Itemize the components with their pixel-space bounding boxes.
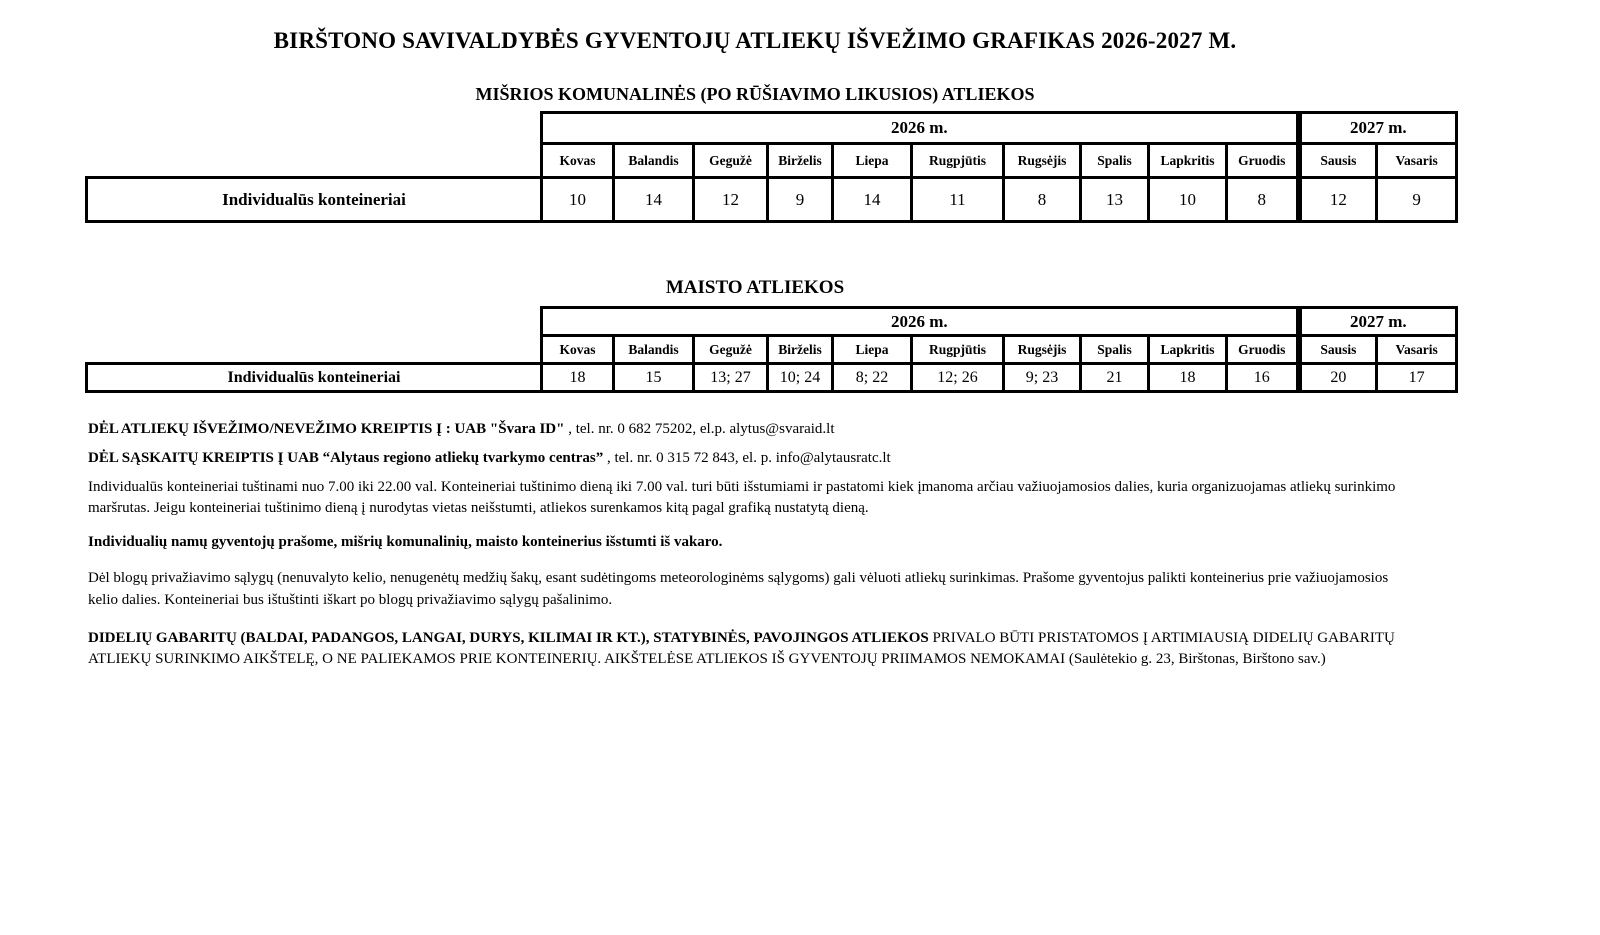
- year-header-2027: 2027 m.: [1299, 308, 1457, 336]
- bulky-waste-rest: PRIVALO BŪTI PRISTATOMOS Į ARTIMIAUSIĄ DIDELIŲ GABARITŲ ATLIEKŲ SURINKIMO AIKŠTELĘ, O NE PALIEKAMOS PRIE KONTEINERIŲ. AIKŠTELĖSE ATLIEKOS IŠ GYVENTOJŲ PRIIMAMOS NEMOKAMAI (Saulėtekio g. 23, Birštonas, Birštono sav.): [88, 630, 1395, 668]
- pickup-day-cell: 13; 27: [694, 364, 768, 392]
- month-header: Spalis: [1081, 144, 1149, 178]
- pickup-day-cell: 8: [1004, 178, 1081, 222]
- row-label-individual-containers: Individualūs konteineriai: [87, 364, 542, 392]
- month-header: Birželis: [768, 336, 833, 364]
- bulky-waste-bold: DIDELIŲ GABARITŲ (BALDAI, PADANGOS, LANGAI, DURYS, KILIMAI IR KT.), STATYBINĖS, PAVOJINGOS ATLIEKOS: [88, 630, 929, 647]
- pickup-day-cell: 14: [614, 178, 694, 222]
- pickup-day-cell: 10: [1149, 178, 1227, 222]
- month-header: Kovas: [542, 336, 614, 364]
- month-header: Birželis: [768, 144, 833, 178]
- table-spacer: [87, 308, 542, 364]
- waste-removal-contact-details: , tel. nr. 0 682 75202, el.p. alytus@svaraid.lt: [564, 421, 835, 437]
- table-row: [87, 178, 1457, 222]
- table-spacer: [87, 113, 542, 178]
- document-title: BIRŠTONO SAVIVALDYBĖS GYVENTOJŲ ATLIEKŲ IŠVEŽIMO GRAFIKAS 2026-2027 M.: [273, 28, 1237, 53]
- month-header: Kovas: [542, 144, 614, 178]
- month-header: Liepa: [833, 144, 912, 178]
- pickup-day-cell: 20: [1299, 364, 1377, 392]
- year-header-2026: 2026 m.: [542, 308, 1299, 336]
- pickup-day-cell: 16: [1227, 364, 1299, 392]
- pickup-day-cell: 21: [1081, 364, 1149, 392]
- pickup-day-cell: 10: [542, 178, 614, 222]
- pickup-day-cell: 9: [768, 178, 833, 222]
- pickup-day-cell: 18: [542, 364, 614, 392]
- mixed-waste-schedule-table: [85, 111, 1458, 223]
- weather-note-paragraph: Dėl blogų privažiavimo sąlygų (nenuvalyto kelio, nenugenėtų medžių šakų, esant sudėtingoms meteorologinėms sąlygoms) gali vėluoti atliekų surinkimas. Prašome gyventojus palikti konteinerius prie važiuojamosios kelio dalies. Konteineriai bus ištuštinti iškart po blogų privažiavimo sąlygų pašalinimo.: [88, 570, 1389, 608]
- pickup-day-cell: 9: [1377, 178, 1457, 222]
- pickup-day-cell: 15: [614, 364, 694, 392]
- pickup-day-cell: 10; 24: [768, 364, 833, 392]
- billing-contact-details: , tel. nr. 0 315 72 843, el. p. info@alytausratc.lt: [603, 450, 891, 467]
- month-header: Balandis: [614, 336, 694, 364]
- waste-removal-contact-line: [88, 419, 1413, 440]
- food-waste-schedule-table: [85, 306, 1458, 393]
- month-header: Rugsėjis: [1004, 336, 1081, 364]
- pickup-day-cell: 12: [694, 178, 768, 222]
- billing-contact-line: [88, 448, 1413, 469]
- table-row: [87, 364, 1457, 392]
- month-header: Gruodis: [1227, 336, 1299, 364]
- month-header: Sausis: [1299, 144, 1377, 178]
- month-header: Liepa: [833, 336, 912, 364]
- month-header: Vasaris: [1377, 144, 1457, 178]
- month-header: Rugsėjis: [1004, 144, 1081, 178]
- month-header: Lapkritis: [1149, 144, 1227, 178]
- row-label-individual-containers: Individualūs konteineriai: [87, 178, 542, 222]
- notes-section: [88, 419, 1413, 671]
- bulky-waste-paragraph: [88, 628, 1413, 671]
- waste-removal-contact-bold: DĖL ATLIEKŲ IŠVEŽIMO/NEVEŽIMO KREIPTIS Į : UAB "Švara ID": [88, 421, 565, 437]
- food-waste-section-title: MAISTO ATLIEKOS: [665, 277, 845, 298]
- emptying-info-paragraph: Individualūs konteineriai tuštinami nuo 7.00 iki 22.00 val. Konteineriai tuštinimo dieną iki 7.00 val. turi būti išstumiami ir pastatomi kiek įmanoma arčiau važiuojamosios dalies, kuria organizuojamas atliekų surinkimo maršrutas. Jeigu konteineriai tuštinimo dieną į nurodytas vietas neišstumti, atliekos surenkamos kitą pagal grafiką nustatytą dieną.: [88, 478, 1396, 516]
- month-header: Balandis: [614, 144, 694, 178]
- month-header: Vasaris: [1377, 336, 1457, 364]
- pickup-day-cell: 12; 26: [912, 364, 1004, 392]
- pickup-day-cell: 14: [833, 178, 912, 222]
- pickup-day-cell: 11: [912, 178, 1004, 222]
- month-header: Gegužė: [694, 336, 768, 364]
- evening-note-paragraph: Individualių namų gyventojų prašome, mišrių komunalinių, maisto konteinerius išstumti iš vakaro.: [88, 534, 723, 551]
- month-header: Rugpjūtis: [912, 144, 1004, 178]
- pickup-day-cell: 13: [1081, 178, 1149, 222]
- month-header: Gruodis: [1227, 144, 1299, 178]
- pickup-day-cell: 9; 23: [1004, 364, 1081, 392]
- year-header-2026: 2026 m.: [542, 113, 1299, 144]
- month-header: Sausis: [1299, 336, 1377, 364]
- month-header: Rugpjūtis: [912, 336, 1004, 364]
- pickup-day-cell: 18: [1149, 364, 1227, 392]
- month-header: Gegužė: [694, 144, 768, 178]
- mixed-waste-section-title: MIŠRIOS KOMUNALINĖS (PO RŪŠIAVIMO LIKUSIOS) ATLIEKOS: [475, 84, 1035, 104]
- billing-contact-bold: DĖL SĄSKAITŲ KREIPTIS Į UAB “Alytaus regiono atliekų tvarkymo centras”: [88, 450, 604, 467]
- month-header: Spalis: [1081, 336, 1149, 364]
- month-header: Lapkritis: [1149, 336, 1227, 364]
- pickup-day-cell: 8; 22: [833, 364, 912, 392]
- year-header-2027: 2027 m.: [1299, 113, 1457, 144]
- pickup-day-cell: 17: [1377, 364, 1457, 392]
- pickup-day-cell: 8: [1227, 178, 1299, 222]
- pickup-day-cell: 12: [1299, 178, 1377, 222]
